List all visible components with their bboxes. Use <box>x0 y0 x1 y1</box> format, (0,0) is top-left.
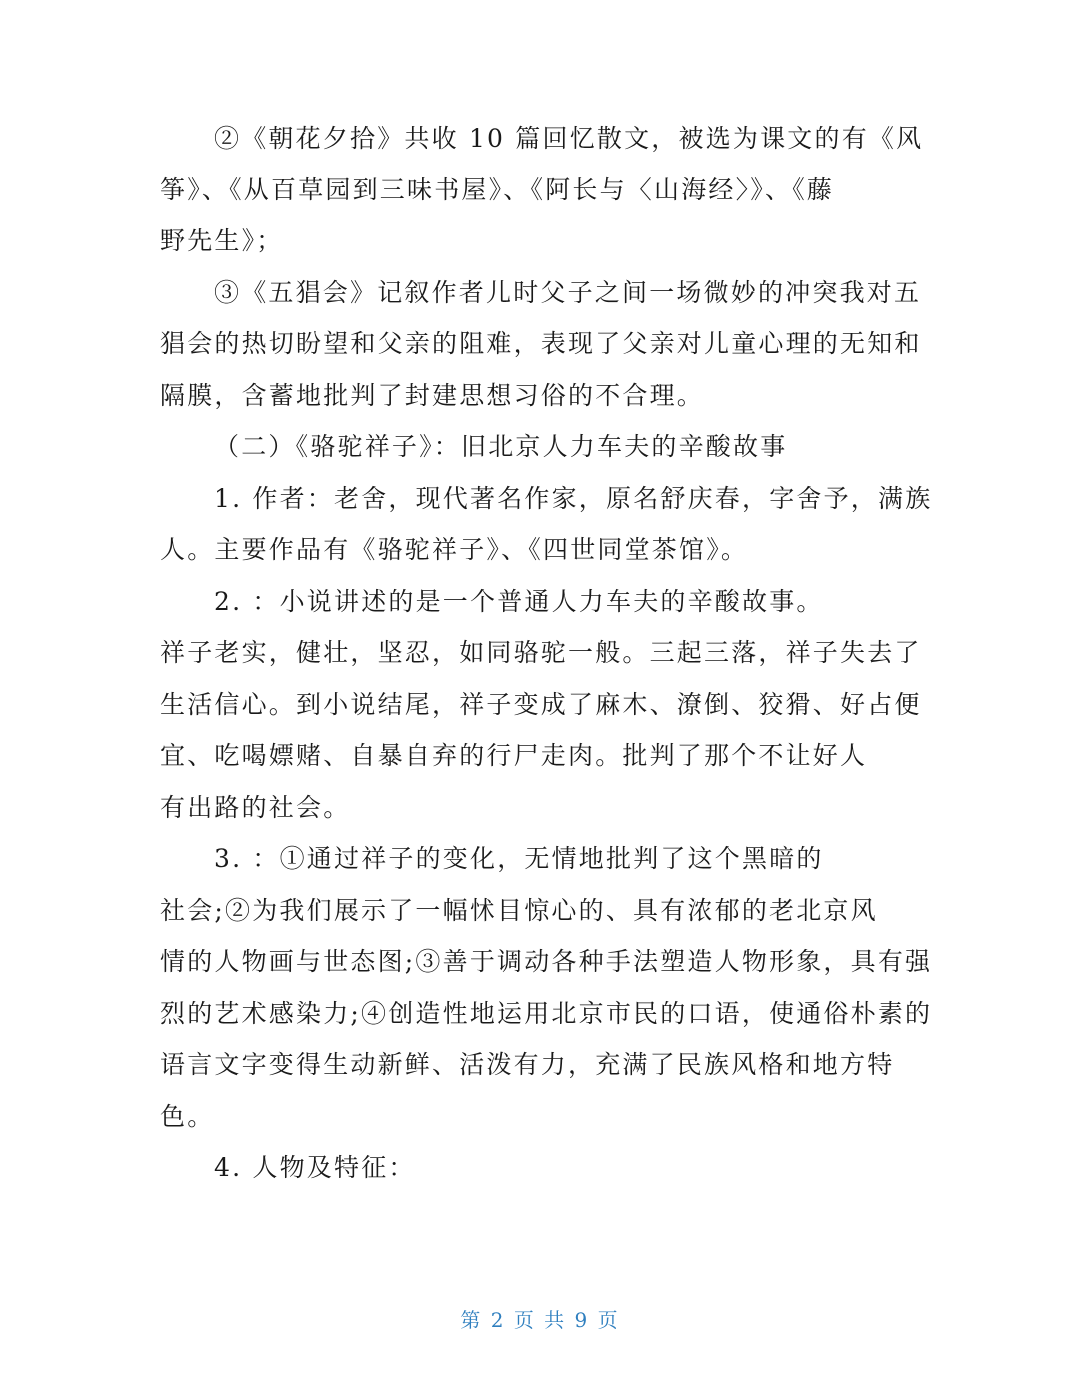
text-line: ③《五猖会》记叙作者儿时父子之间一场微妙的冲突我对五 <box>214 278 922 307</box>
text-line: 1. 作者：老舍，现代著名作家，原名舒庆春，字舍予，满族 <box>214 484 933 513</box>
text-line: 烈的艺术感染力;④创造性地运用北京市民的口语，使通俗朴素的 <box>160 999 933 1028</box>
text-line: 语言文字变得生动新鲜、活泼有力，充满了民族风格和地方特 <box>160 1050 895 1079</box>
text-line: 隔膜，含蓄地批判了封建思想习俗的不合理。 <box>160 381 705 410</box>
text-line: 3. ：①通过祥子的变化，无情地批判了这个黑暗的 <box>214 844 824 873</box>
text-line: 祥子老实，健壮，坚忍，如同骆驼一般。三起三落，祥子失去了 <box>160 638 922 667</box>
text-line: 4. 人物及特征： <box>214 1153 416 1182</box>
text-line: 人。主要作品有《骆驼祥子》、《四世同堂茶馆》。 <box>160 535 749 564</box>
text-line: 有出路的社会。 <box>160 793 351 822</box>
text-line: 野先生》； <box>160 226 284 255</box>
text-line: 宜、吃喝嫖赌、自暴自弃的行尸走肉。批判了那个不让好人 <box>160 741 868 770</box>
section-heading: （二）《骆驼祥子》：旧北京人力车夫的辛酸故事 <box>214 432 788 461</box>
text-line: 色。 <box>160 1102 215 1131</box>
text-line: 猖会的热切盼望和父亲的阻难，表现了父亲对儿童心理的无知和 <box>160 329 922 358</box>
text-line: ②《朝花夕拾》共收 10 篇回忆散文，被选为课文的有《风 <box>214 124 924 153</box>
text-line: 筝》、《从百草园到三味书屋》、《阿长与〈山海经〉》、《藤 <box>160 175 835 204</box>
text-line: 情的人物画与世态图;③善于调动各种手法塑造人物形象，具有强 <box>160 947 933 976</box>
text-line: 生活信心。到小说结尾，祥子变成了麻木、潦倒、狡猾、好占便 <box>160 690 922 719</box>
text-line: 社会;②为我们展示了一幅怵目惊心的、具有浓郁的老北京风 <box>160 896 878 925</box>
text-line: 2. ：小说讲述的是一个普通人力车夫的辛酸故事。 <box>214 587 824 616</box>
page-number-footer: 第 2 页 共 9 页 <box>460 1308 620 1332</box>
